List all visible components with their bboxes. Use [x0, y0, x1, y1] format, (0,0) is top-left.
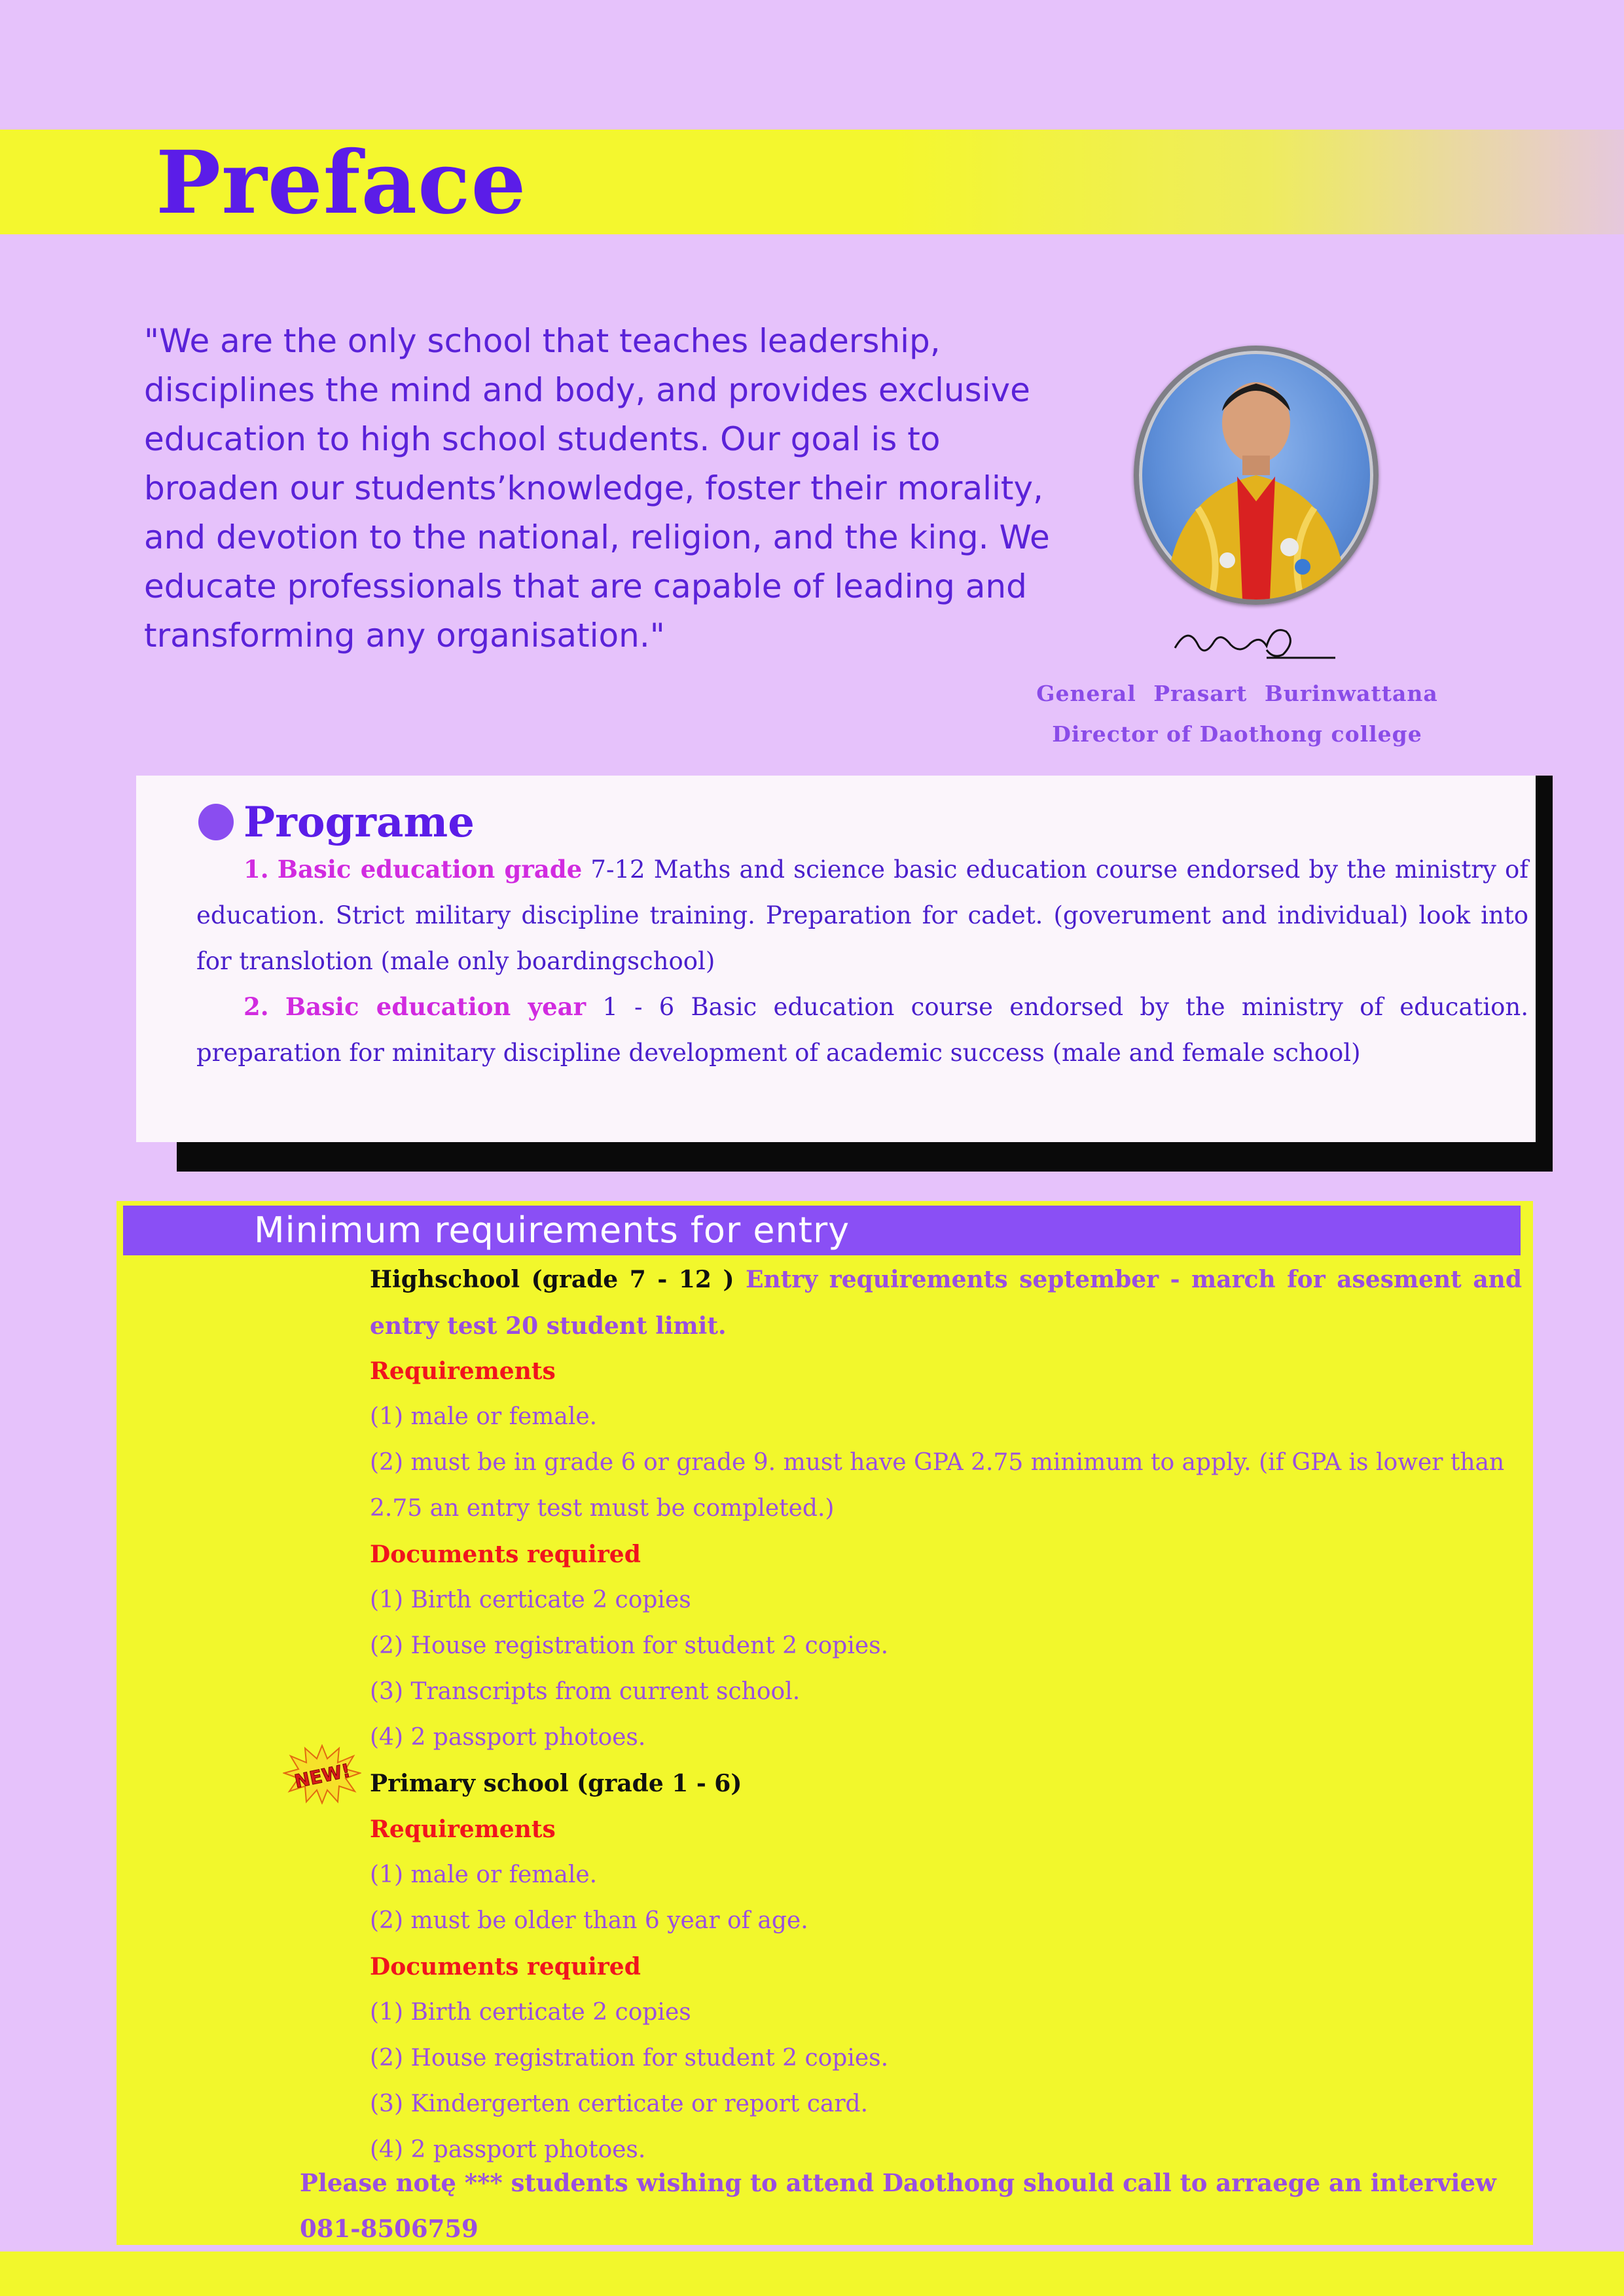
highschool-document-item: (3) Transcripts from current school. [370, 1678, 801, 1705]
highschool-entry-info: Entry requirements september - march for asesment and entry test 20 student limit. [370, 1266, 1522, 1340]
primary-requirement-item: (2) must be older than 6 year of age. [370, 1907, 808, 1934]
director-portrait [1134, 346, 1379, 605]
primary-document-item: (1) Birth certicate 2 copies [370, 1999, 691, 2026]
highschool-requirement-item: (2) must be in grade 6 or grade 9. must have GPA 2.75 minimum to apply. (if GPA is lower than 2.75 an entry test must be completed.) [370, 1449, 1505, 1522]
primary-document-item: (4) 2 passport photoes. [370, 2136, 646, 2163]
highschool-document-item: (2) House registration for student 2 copies. [370, 1632, 889, 1659]
program-item [196, 846, 1528, 984]
highschool-requirements-label: Requirements [370, 1357, 556, 1385]
highschool-intro [370, 1257, 1522, 1350]
highschool-document-item: (1) Birth certicate 2 copies [370, 1587, 691, 1613]
director-name: General Prasart Burinwattana [1036, 681, 1438, 706]
bullet-icon [198, 804, 234, 840]
program-item-number: 2. [244, 992, 269, 1021]
program-item-text: 1 - 6 Basic education course endorsed by the ministry of education. preparation for minitary discipline development of academic success (male and female school) [196, 993, 1529, 1067]
bottom-band [0, 2251, 1624, 2296]
new-badge-label: NEW! [292, 1759, 353, 1793]
program-heading: Programe [244, 798, 475, 847]
highschool-documents-label: Documents required [370, 1541, 641, 1568]
primary-requirements-label: Requirements [370, 1816, 556, 1843]
program-item-text: 7-12 Maths and science basic education course endorsed by the ministry of education. Strict military discipline training. Preparation for cadet. (goverument and individual) look into for translotion (male only boardingschool) [196, 855, 1529, 975]
page-title: Preface [156, 132, 527, 234]
primary-title: Primary school (grade 1 - 6) [370, 1770, 742, 1797]
program-item-highlight: Basic education grade [277, 855, 583, 884]
primary-document-item: (2) House registration for student 2 copies. [370, 2045, 889, 2072]
highschool-title: Highschool (grade 7 - 12 ) [370, 1266, 734, 1293]
primary-requirement-item: (1) male or female. [370, 1861, 598, 1888]
director-title: Director of Daothong college [1052, 721, 1422, 747]
signature [1168, 619, 1339, 671]
primary-document-item: (3) Kindergerten certicate or report card. [370, 2090, 869, 2117]
highschool-requirement-item: (1) male or female. [370, 1403, 598, 1430]
program-item-number: 1. [244, 855, 269, 884]
requirements-header: Minimum requirements for entry [254, 1210, 850, 1251]
highschool-document-item: (4) 2 passport photoes. [370, 1724, 646, 1751]
please-note: Please notę *** students wishing to attend Daothong should call to arraege an interview 081-8506759 [300, 2168, 1496, 2243]
director-quote: "We are the only school that teaches leadership, disciplines the mind and body, and provides exclusive education to high school students. Our goal is to broaden our students’knowledge, foster their morality, and devotion to the national, religion, and the king. We educate professionals that are capable of leading and transforming any organisation." [144, 322, 1050, 655]
program-item-highlight: Basic education year [285, 992, 586, 1021]
program-item [196, 984, 1528, 1076]
primary-documents-label: Documents required [370, 1953, 641, 1981]
new-badge-icon [283, 1744, 361, 1804]
portrait-figure [1139, 351, 1373, 600]
